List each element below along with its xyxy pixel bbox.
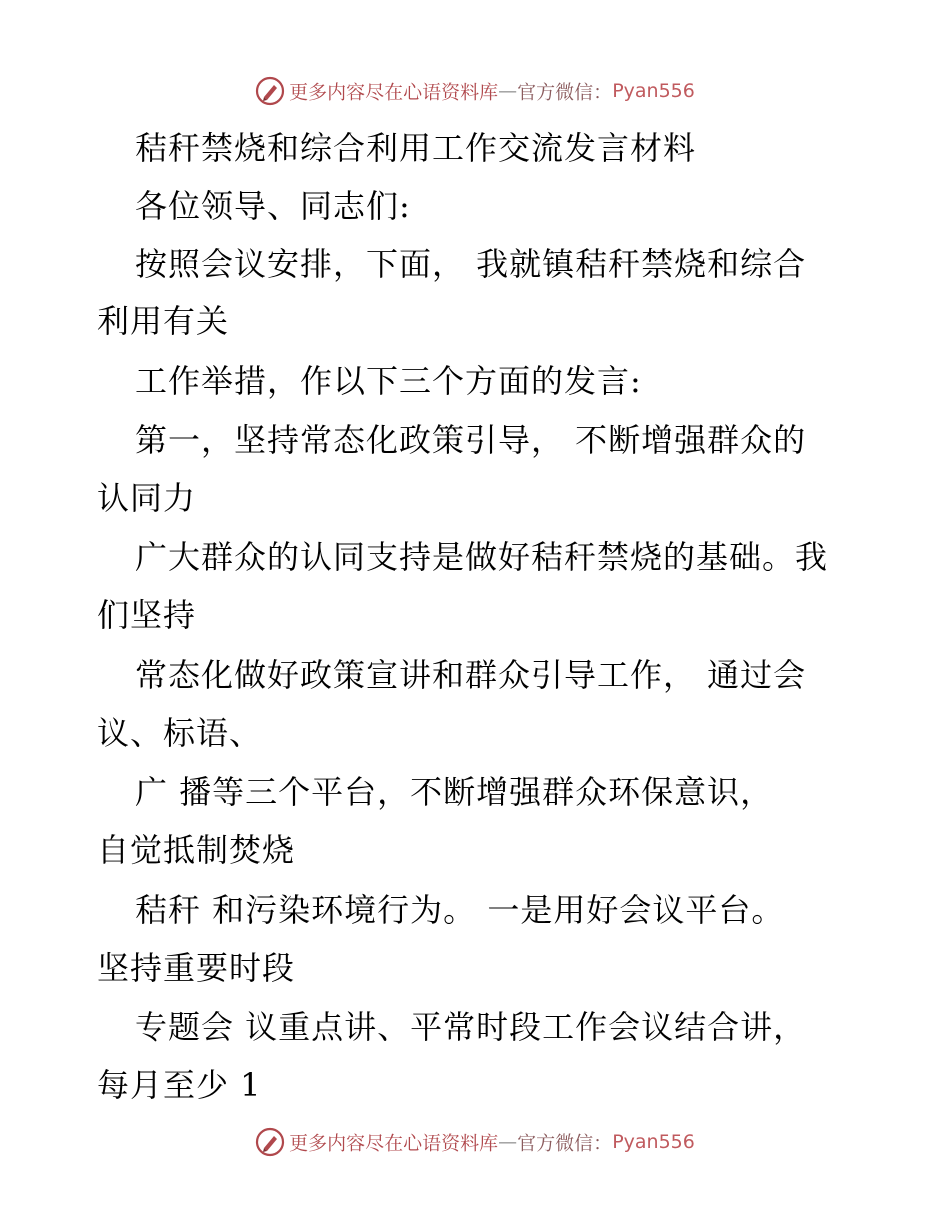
- text-line: 广大群众的认同支持是做好秸秆禁烧的基础。我: [135, 538, 829, 576]
- text-line: 各位领导、同志们:: [135, 187, 411, 225]
- footer-watermark: [0, 1127, 950, 1157]
- watermark-label: 官方微信：: [517, 1132, 613, 1155]
- text-line: 坚持重要时段: [97, 949, 296, 987]
- text-line: 常态化做好政策宣讲和群众引导工作， 通过会: [135, 656, 807, 694]
- text-line: 秸秆 和污染环境行为。 一是用好会议平台。: [135, 891, 785, 929]
- pen-logo-icon: [255, 1127, 285, 1157]
- watermark-label: 官方微信：: [517, 81, 613, 104]
- watermark-text: 更多内容尽在心语资料库: [289, 81, 499, 104]
- watermark-id: Pyan556: [612, 80, 695, 102]
- watermark-separator: —: [498, 80, 518, 102]
- text-line: 议、标语、: [97, 714, 263, 752]
- text-line: 们坚持: [97, 596, 197, 634]
- watermark-text: 更多内容尽在心语资料库: [289, 1132, 499, 1155]
- text-line: 工作举措，作以下三个方面的发言:: [135, 362, 642, 400]
- watermark-separator: —: [498, 1131, 518, 1153]
- text-line: 利用有关: [97, 302, 230, 340]
- text-line: 自觉抵制焚烧: [97, 831, 296, 869]
- document-title: 秸秆禁烧和综合利用工作交流发言材料: [135, 129, 697, 167]
- text-line: 广 播等三个平台，不断增强群众环保意识，: [135, 773, 774, 811]
- text-line: 专题会 议重点讲、平常时段工作会议结合讲，: [135, 1008, 807, 1046]
- text-line: 每月至少 1: [97, 1066, 262, 1104]
- text-line: 按照会议安排，下面， 我就镇秸秆禁烧和综合: [135, 245, 807, 283]
- text-line: 认同力: [97, 479, 197, 517]
- text-line: 第一，坚持常态化政策引导， 不断增强群众的: [135, 421, 807, 459]
- watermark-id: Pyan556: [612, 1131, 695, 1153]
